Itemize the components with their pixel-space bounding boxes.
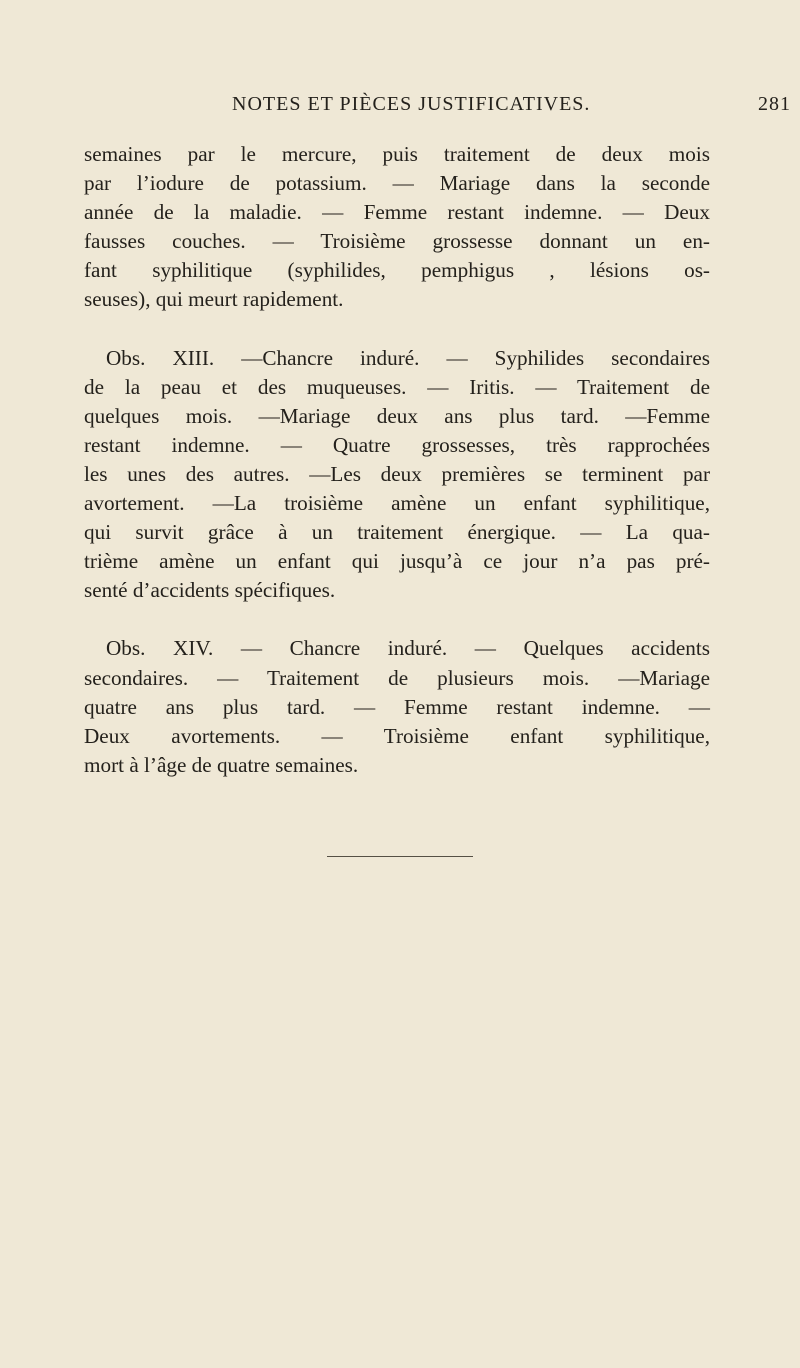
section-divider bbox=[327, 856, 473, 857]
text-line: année de la maladie. — Femme restant indemne. — Deux bbox=[84, 200, 710, 225]
paragraph-continuation bbox=[84, 140, 710, 315]
text-line: Deux avortements. — Troisième enfant syphilitique, bbox=[84, 723, 710, 748]
text-line: Obs. XIV. — Chancre induré. — Quelques accidents bbox=[106, 636, 710, 661]
text-line: restant indemne. — Quatre grossesses, très rapprochées bbox=[84, 432, 710, 457]
paragraph-obs-xiv bbox=[84, 634, 710, 779]
text-line: trième amène un enfant qui jusqu’à ce jour n’a pas pré- bbox=[84, 549, 710, 574]
text-line: fausses couches. — Troisième grossesse donnant un en- bbox=[84, 229, 710, 254]
text-line: fant syphilitique (syphilides, pemphigus , lésions os- bbox=[84, 258, 710, 283]
text-line: qui survit grâce à un traitement énergique. — La qua- bbox=[84, 520, 710, 545]
running-title: NOTES ET PIÈCES JUSTIFICATIVES. bbox=[232, 93, 591, 115]
paragraph-obs-xiii bbox=[84, 344, 710, 606]
page-number: 281 bbox=[758, 93, 791, 115]
text-line: secondaires. — Traitement de plusieurs mois. —Mariage bbox=[84, 665, 710, 690]
text-line: quelques mois. —Mariage deux ans plus tard. —Femme bbox=[84, 403, 710, 428]
body-text bbox=[84, 140, 710, 809]
text-line: les unes des autres. —Les deux premières se terminent par bbox=[84, 461, 710, 486]
text-line: semaines par le mercure, puis traitement de deux mois bbox=[84, 142, 710, 166]
text-line: de la peau et des muqueuses. — Iritis. — Traitement de bbox=[84, 374, 710, 399]
text-line: Obs. XIII. —Chancre induré. — Syphilides secondaires bbox=[106, 345, 710, 370]
text-line: avortement. —La troisième amène un enfant syphilitique, bbox=[84, 491, 710, 516]
text-line: seuses), qui meurt rapidement. bbox=[84, 287, 344, 312]
text-line: par l’iodure de potassium. — Mariage dans la seconde bbox=[84, 171, 710, 196]
text-line: mort à l’âge de quatre semaines. bbox=[84, 752, 359, 777]
text-line: quatre ans plus tard. — Femme restant indemne. — bbox=[84, 694, 710, 719]
text-line: senté d’accidents spécifiques. bbox=[84, 578, 336, 603]
